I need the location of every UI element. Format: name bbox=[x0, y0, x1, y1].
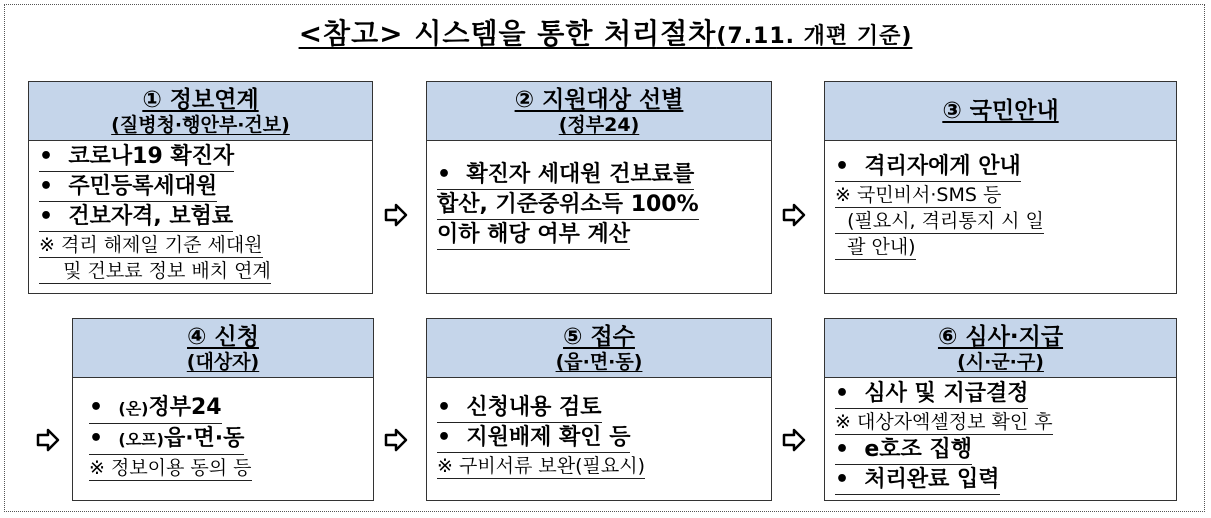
step-note: 괄 안내) bbox=[835, 236, 916, 258]
step-bullet: • (온)정부24 bbox=[89, 394, 222, 424]
step-bullet: • 심사 및 지급결정 bbox=[835, 380, 1028, 409]
title-sub: (7.11. 개편 기준) bbox=[716, 24, 913, 49]
step-header bbox=[427, 82, 771, 141]
step-bullet: 합산, 기준중위소득 100% bbox=[437, 191, 699, 220]
flow-arrow-icon bbox=[782, 203, 806, 227]
step-card-reception bbox=[426, 318, 772, 501]
step-title: ③ 국민안내 bbox=[942, 98, 1059, 124]
step-subtitle: (대상자) bbox=[186, 351, 260, 373]
step-header bbox=[427, 319, 771, 378]
step-subtitle: (시·군·구) bbox=[957, 351, 1044, 373]
step-bullet: • 신청내용 검토 bbox=[437, 394, 602, 423]
title-main: <참고> 시스템을 통한 처리절차 bbox=[298, 17, 717, 50]
step-card-citizen-notice bbox=[824, 81, 1177, 294]
step-body bbox=[73, 378, 373, 481]
step-title: ⑤ 접수 bbox=[563, 324, 635, 350]
step-header bbox=[825, 82, 1176, 141]
step-card-review-payment bbox=[824, 318, 1177, 501]
step-card-target-selection bbox=[426, 81, 772, 294]
step-title: ① 정보연계 bbox=[142, 87, 259, 113]
flow-arrow-icon bbox=[36, 428, 60, 452]
step-card-info-link bbox=[28, 81, 373, 294]
step-body bbox=[825, 378, 1176, 495]
step-bullet: • 코로나19 확진자 bbox=[39, 143, 234, 172]
step-bullet: • 건보자격, 보험료 bbox=[39, 203, 233, 232]
step-bullet: • (오프)읍·면·동 bbox=[89, 425, 244, 455]
step-bullet: • 격리자에게 안내 bbox=[835, 153, 1021, 182]
step-bullet: • 확진자 세대원 건보료를 bbox=[437, 161, 694, 190]
step-title: ④ 신청 bbox=[187, 324, 259, 350]
step-subtitle: (읍·면·동) bbox=[555, 351, 643, 373]
step-subtitle: (질병청·행안부·건보) bbox=[111, 114, 290, 136]
step-bullet: 이하 해당 여부 계산 bbox=[437, 221, 630, 250]
step-note: ※ 대상자엑셀정보 확인 후 bbox=[835, 411, 1053, 433]
step-note: ※ 정보이용 동의 등 bbox=[89, 457, 252, 479]
step-body bbox=[825, 141, 1176, 260]
step-note: 및 건보료 정보 배치 연계 bbox=[39, 260, 271, 282]
flow-arrow-icon bbox=[384, 203, 408, 227]
step-header bbox=[73, 319, 373, 378]
step-note: ※ 국민비서·SMS 등 bbox=[835, 184, 1002, 206]
flow-arrow-icon bbox=[782, 428, 806, 452]
step-note: ※ 구비서류 보완(필요시) bbox=[437, 455, 646, 477]
step-bullet: • 지원배제 확인 등 bbox=[437, 424, 630, 453]
step-bullet: • 처리완료 입력 bbox=[835, 466, 1000, 495]
step-header bbox=[825, 319, 1176, 378]
step-title: ⑥ 심사·지급 bbox=[937, 324, 1064, 350]
diagram-title bbox=[0, 12, 1211, 52]
step-bullet: • e호조 집행 bbox=[835, 436, 972, 465]
step-card-application bbox=[72, 318, 374, 501]
step-body bbox=[29, 141, 372, 284]
step-title: ② 지원대상 선별 bbox=[514, 87, 684, 113]
step-body bbox=[427, 141, 771, 250]
step-body bbox=[427, 378, 771, 479]
step-note: (필요시, 격리통지 시 일 bbox=[835, 210, 1044, 232]
step-note: ※ 격리 해제일 기준 세대원 bbox=[39, 234, 263, 256]
step-subtitle: (정부24) bbox=[558, 114, 640, 136]
step-bullet: • 주민등록세대원 bbox=[39, 173, 217, 202]
step-header bbox=[29, 82, 372, 141]
flow-arrow-icon bbox=[384, 428, 408, 452]
